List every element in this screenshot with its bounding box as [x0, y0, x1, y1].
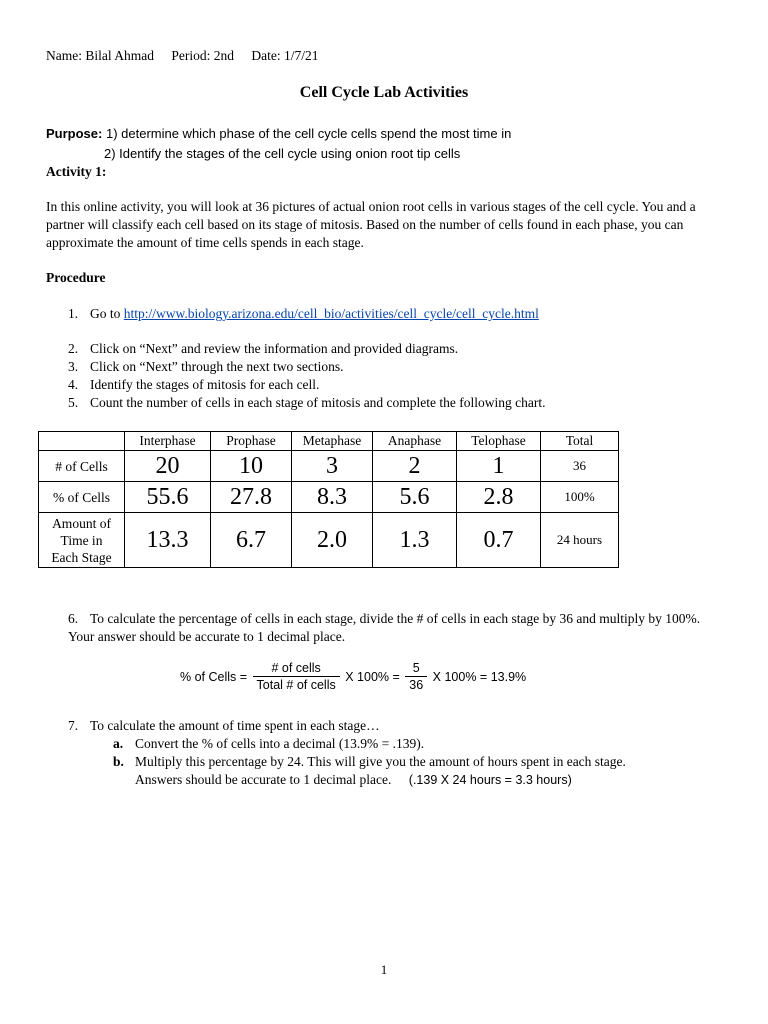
purpose-line-1: [46, 126, 511, 141]
step-text: Click on “Next” through the next two sections.: [90, 359, 344, 374]
step-3: [68, 358, 343, 376]
purpose-label: Purpose:: [46, 126, 103, 141]
table-cell: 1: [457, 451, 541, 482]
step-number: 6.: [68, 611, 79, 626]
activity-title: Activity 1:: [46, 164, 107, 179]
sub-step-text: Answers should be accurate to 1 decimal place.: [135, 772, 392, 787]
purpose-line-2: 2) Identify the stages of the cell cycle using onion root tip cells: [104, 146, 461, 161]
row-label: # of Cells: [39, 451, 125, 482]
student-name: Name: Bilal Ahmad: [46, 48, 154, 63]
table-header-cell: Interphase: [125, 432, 211, 451]
worked-example: (.139 X 24 hours = 3.3 hours): [408, 773, 572, 787]
table-cell: 13.3: [125, 513, 211, 568]
row-label: [39, 513, 125, 568]
intro-paragraph: In this online activity, you will look at 36 pictures of actual onion root cells in various stages of the cell cycle. You and a partner will classify each cell based on its stage of mitosis. Based on the number of cells found in each phase, you can approximate the amount of time cells spends in each stage.: [46, 199, 696, 250]
step-2: [68, 340, 458, 358]
total-cell: 100%: [541, 482, 619, 513]
period: Period: 2nd: [171, 48, 234, 63]
step-number: 7.: [68, 718, 79, 733]
fraction-numerator: # of cells: [253, 660, 340, 677]
date: Date: 1/7/21: [251, 48, 319, 63]
step-text: Go to: [90, 306, 124, 321]
sub-step-text: Convert the % of cells into a decimal (13.9% = .139).: [135, 736, 425, 751]
table-header-cell: [39, 432, 125, 451]
table-cell: 10: [211, 451, 292, 482]
fraction-denominator: 36: [409, 678, 424, 692]
table-row: [39, 482, 619, 513]
sub-step-text: Multiply this percentage by 24. This will give you the amount of hours spent in each stage.: [135, 754, 626, 769]
step-text: Click on “Next” and review the information and provided diagrams.: [90, 341, 459, 356]
table-cell: 2.0: [292, 513, 373, 568]
table-row: [39, 513, 619, 568]
table-cell: 8.3: [292, 482, 373, 513]
step-text: To calculate the percentage of cells in each stage, divide the # of cells in each stage by 36 and multiply by 100%. Your answer should be accurate to 1 decimal place.: [68, 611, 701, 644]
step-text: Identify the stages of mitosis for each cell.: [90, 377, 320, 392]
table-row: [39, 451, 619, 482]
table-header-cell: Prophase: [211, 432, 292, 451]
row-label-line: Amount of: [52, 515, 111, 531]
table-cell: 5.6: [373, 482, 457, 513]
table-header-cell: Metaphase: [292, 432, 373, 451]
row-label-line: Each Stage: [51, 549, 112, 565]
table-cell: 55.6: [125, 482, 211, 513]
percent-formula: [180, 660, 526, 700]
table-cell: 0.7: [457, 513, 541, 568]
total-cell: 36: [541, 451, 619, 482]
step-text: Count the number of cells in each stage of mitosis and complete the following chart.: [90, 395, 546, 410]
step-6: [68, 610, 728, 646]
step-number: 3.: [68, 359, 79, 374]
step-7: [68, 717, 380, 735]
row-label: % of Cells: [39, 482, 125, 513]
cell-cycle-table: [38, 431, 619, 568]
formula-fraction-2: [405, 660, 427, 693]
table-cell: 1.3: [373, 513, 457, 568]
formula-lhs: % of Cells =: [180, 669, 248, 684]
step-number: 4.: [68, 377, 79, 392]
step-number: 5.: [68, 395, 79, 410]
step-4: [68, 376, 319, 394]
table-cell: 2: [373, 451, 457, 482]
step-7b: [113, 753, 626, 771]
table-cell: 2.8: [457, 482, 541, 513]
page-number: 1: [380, 962, 388, 977]
step-7a: [113, 735, 424, 753]
header-line: [46, 48, 332, 64]
step-1: [68, 305, 539, 323]
formula-mid: X 100% =: [345, 669, 400, 684]
table-cell: 3: [292, 451, 373, 482]
fraction-denominator: Total # of cells: [256, 678, 336, 692]
table-header-row: [39, 432, 619, 451]
table-header-cell: Anaphase: [373, 432, 457, 451]
fraction-numerator: 5: [405, 660, 427, 677]
table-cell: 27.8: [211, 482, 292, 513]
activity-link[interactable]: http://www.biology.arizona.edu/cell_bio/activities/cell_cycle/cell_cycle.html: [123, 306, 539, 321]
table-cell: 6.7: [211, 513, 292, 568]
formula-rhs: X 100% = 13.9%: [432, 669, 527, 684]
step-text: To calculate the amount of time spent in each stage…: [90, 718, 380, 733]
procedure-title: Procedure: [46, 270, 106, 285]
sub-step-letter: a.: [113, 736, 124, 751]
table-cell: 20: [125, 451, 211, 482]
sub-step-letter: b.: [113, 754, 124, 769]
row-label-line: Time in: [60, 532, 103, 548]
formula-fraction-1: [253, 660, 340, 693]
table-header-cell: Total: [541, 432, 619, 451]
page-title: Cell Cycle Lab Activities: [299, 84, 469, 101]
total-cell: 24 hours: [541, 513, 619, 568]
step-5: [68, 394, 546, 412]
table-header-cell: Telophase: [457, 432, 541, 451]
step-number: 1.: [68, 306, 79, 321]
step-7b-line-2: [135, 771, 572, 789]
step-number: 2.: [68, 341, 79, 356]
purpose-text-1: 1) determine which phase of the cell cycle cells spend the most time in: [105, 126, 512, 141]
